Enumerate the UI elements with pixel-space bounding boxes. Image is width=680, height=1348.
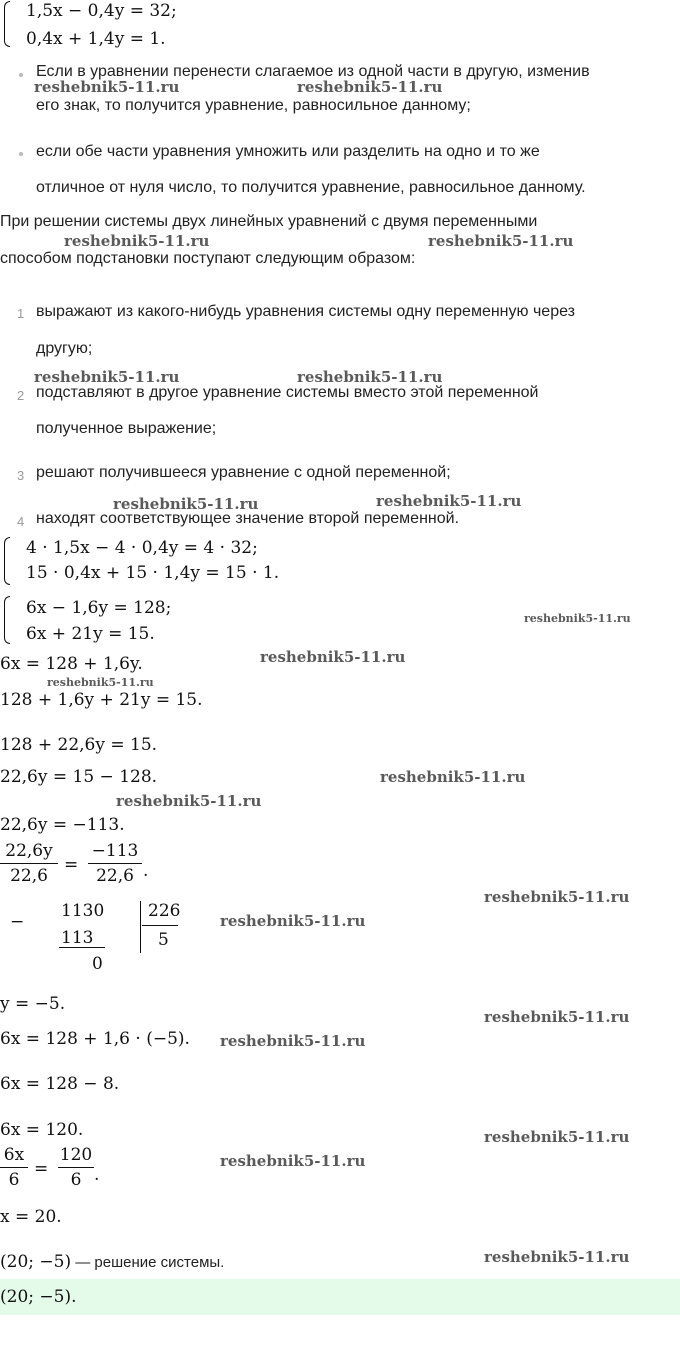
intro-line1: При решении системы двух линейных уравнений с двумя переменными	[0, 213, 538, 230]
answer-value: (20; −5).	[0, 1287, 77, 1307]
equation: 128 + 22,6y = 15.	[0, 735, 158, 755]
equation: 6x = 120.	[0, 1120, 84, 1140]
step2-line1: подставляют в другое уравнение системы вместо этой переменной	[36, 384, 539, 401]
intro-line2: способом подстановки поступают следующим образом:	[0, 250, 416, 267]
bullet-dot	[19, 73, 23, 77]
fraction	[88, 841, 142, 886]
equation: 6x = 128 − 8.	[0, 1074, 120, 1094]
division-minus: −	[10, 912, 25, 932]
watermark: reshebnik5-11.ru	[484, 1248, 630, 1266]
equation: x = 20.	[0, 1207, 62, 1227]
fraction-numerator: 6x	[3, 1145, 25, 1165]
system1-eq1: 1,5x − 0,4y = 32;	[26, 1, 177, 21]
fraction-bar	[58, 1167, 94, 1168]
system3-eq1: 6x − 1,6y = 128;	[26, 598, 172, 618]
watermark: reshebnik5-11.ru	[47, 676, 154, 689]
period: .	[143, 861, 149, 881]
rule1-line2: его знак, то получится уравнение, равносильное данному;	[36, 97, 471, 114]
rule2-line1: если обе части уравнения умножить или разделить на одно и то же	[36, 143, 540, 160]
equation: 128 + 1,6y + 21y = 15.	[0, 690, 203, 710]
conclusion	[0, 1254, 224, 1272]
watermark: reshebnik5-11.ru	[220, 1152, 366, 1170]
division-divisor: 226	[148, 901, 181, 921]
watermark: reshebnik5-11.ru	[484, 888, 630, 906]
rule2-line2: отличное от нуля число, то получится уравнение, равносильное данному.	[36, 179, 586, 196]
fraction-denominator: 6	[70, 1170, 82, 1190]
division-vertical-line	[140, 901, 141, 953]
watermark: reshebnik5-11.ru	[64, 232, 210, 250]
solution-pair: (20; −5)	[0, 1252, 72, 1272]
step1-line2: другую;	[36, 340, 93, 357]
system-brace	[4, 537, 10, 585]
watermark: reshebnik5-11.ru	[34, 368, 180, 386]
equation: 6x = 128 + 1,6y.	[0, 654, 143, 674]
fraction-bar	[0, 1167, 28, 1168]
step-number: 3	[17, 468, 25, 483]
step-number: 2	[17, 388, 25, 403]
division-subtrahend: 113	[61, 928, 94, 948]
equation: 22,6y = −113.	[0, 815, 125, 835]
step3-line1: решают получившееся уравнение с одной переменной;	[36, 464, 451, 481]
watermark: reshebnik5-11.ru	[116, 792, 262, 810]
watermark: reshebnik5-11.ru	[297, 368, 443, 386]
conclusion-text: — решение системы.	[71, 1254, 225, 1271]
fraction	[0, 841, 58, 886]
step2-line2: полученное выражение;	[36, 420, 217, 437]
watermark: reshebnik5-11.ru	[428, 232, 574, 250]
equation: 6x = 128 + 1,6 · (−5).	[0, 1029, 190, 1049]
system-brace	[4, 1, 10, 47]
fraction-denominator: 22,6	[96, 866, 134, 886]
equation: 22,6y = 15 − 128.	[0, 767, 158, 787]
fraction-bar	[88, 863, 142, 864]
step4-line1: находят соответствующее значение второй переменной.	[36, 510, 460, 527]
fraction-numerator: −113	[91, 841, 139, 861]
fraction	[0, 1145, 28, 1190]
watermark: reshebnik5-11.ru	[376, 492, 522, 510]
equals-sign: =	[34, 1159, 49, 1179]
watermark: reshebnik5-11.ru	[260, 648, 406, 666]
watermark: reshebnik5-11.ru	[380, 768, 526, 786]
watermark: reshebnik5-11.ru	[484, 1008, 630, 1026]
division-dividend: 1130	[61, 901, 105, 921]
watermark: reshebnik5-11.ru	[113, 495, 259, 513]
system-brace	[4, 596, 10, 644]
watermark: reshebnik5-11.ru	[524, 612, 631, 625]
division-divisor-line	[142, 925, 178, 926]
rule1-line1: Если в уравнении перенести слагаемое из одной части в другую, изменив	[36, 63, 590, 80]
period: .	[94, 1165, 100, 1185]
step1-line1: выражают из какого-нибудь уравнения системы одну переменную через	[36, 303, 575, 320]
equals-sign: =	[64, 855, 79, 875]
step-number: 4	[17, 514, 25, 529]
step-number: 1	[17, 306, 25, 321]
fraction-bar	[0, 863, 58, 864]
system1-eq2: 0,4x + 1,4y = 1.	[26, 29, 166, 49]
bullet-dot	[19, 152, 23, 156]
system2-eq2: 15 · 0,4x + 15 · 1,4y = 15 · 1.	[26, 563, 280, 583]
equation: y = −5.	[0, 994, 66, 1014]
division-underline	[59, 947, 105, 948]
watermark: reshebnik5-11.ru	[484, 1128, 630, 1146]
system2-eq1: 4 · 1,5x − 4 · 0,4y = 4 · 32;	[26, 538, 258, 558]
fraction-numerator: 120	[59, 1145, 93, 1165]
answer-box	[0, 1279, 680, 1315]
fraction-denominator: 22,6	[10, 866, 48, 886]
division-remainder: 0	[92, 954, 103, 974]
watermark: reshebnik5-11.ru	[220, 912, 366, 930]
system3-eq2: 6x + 21y = 15.	[26, 624, 155, 644]
watermark: reshebnik5-11.ru	[297, 78, 443, 96]
fraction-denominator: 6	[8, 1170, 20, 1190]
watermark: reshebnik5-11.ru	[34, 78, 180, 96]
fraction	[58, 1145, 94, 1190]
division-quotient: 5	[158, 930, 169, 950]
fraction-numerator: 22,6y	[5, 841, 53, 861]
watermark: reshebnik5-11.ru	[220, 1032, 366, 1050]
